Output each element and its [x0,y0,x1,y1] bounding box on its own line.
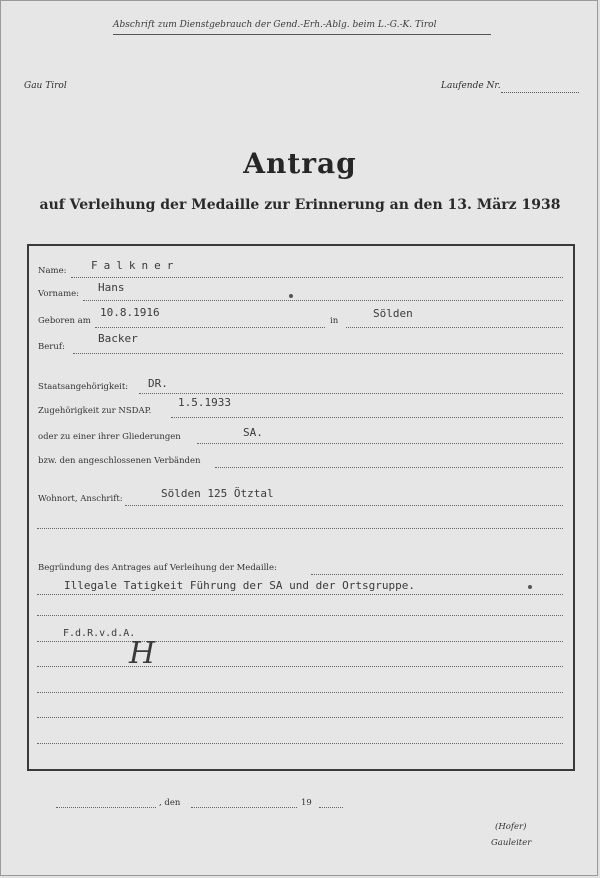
blank-line [37,528,563,529]
blank-line [37,594,563,595]
begruendung-label: Begründung des Antrages auf Verleihung der Medaille: [38,563,277,573]
vorname-value: Hans [98,281,125,294]
gau-label: Gau Tirol [24,81,67,91]
blank-line [37,641,563,642]
ink-dot [528,585,532,589]
begruendung-line [311,574,563,575]
den-label: , den [159,798,181,808]
blank-line [37,692,563,693]
verbaende-line [215,467,563,468]
ink-dot [289,294,293,298]
verbaende-label: bzw. den angeschlossenen Verbänden [38,456,201,466]
handwritten-signature: H [129,636,156,671]
gauleiter-label: Gauleiter [491,838,532,848]
vorname-line [83,300,563,301]
in-label: in [330,316,339,326]
in-value: Sölden [373,307,413,320]
nsdap-line [171,417,563,418]
gliederungen-line [197,443,563,444]
wohnort-label: Wohnort, Anschrift: [38,494,123,504]
blank-line [37,666,563,667]
geboren-value: 10.8.1916 [100,306,160,319]
beruf-line [73,353,563,354]
geboren-line [95,327,325,328]
year-line [319,807,343,808]
geboren-label: Geboren am [38,316,91,326]
date-line [191,807,297,808]
blank-line [37,615,563,616]
gliederungen-label: oder zu einer ihrer Gliederungen [38,432,181,442]
year-label: 19 [301,798,312,808]
place-line [56,807,156,808]
beruf-label: Beruf: [38,342,65,352]
wohnort-line [125,505,563,506]
fdr-abbreviation: F.d.R.v.d.A. [63,628,136,639]
nsdap-label: Zugehörigkeit zur NSDAP. [38,406,152,416]
staat-value: DR. [148,377,168,390]
wohnort-value: Sölden 125 Ötztal [161,487,274,500]
staat-label: Staatsangehörigkeit: [38,382,129,392]
laufende-nr-label: Laufende Nr. [441,81,501,91]
document-subtitle: auf Verleihung der Medaille zur Erinnerung an den 13. März 1938 [39,197,561,213]
in-line [346,327,563,328]
gliederungen-value: SA. [243,426,263,439]
nsdap-value: 1.5.1933 [178,396,231,409]
staat-line [139,393,563,394]
document-title: Antrag [243,147,357,180]
blank-line [37,717,563,718]
name-value: Falkner [91,259,180,272]
laufende-nr-line [501,92,579,93]
beruf-value: Backer [98,332,138,345]
name-line [71,277,563,278]
copy-note: Abschrift zum Dienstgebrauch der Gend.-Erh.-Ablg. beim L.-G.-K. Tirol [113,20,437,30]
begruendung-value: Illegale Tatigkeit Führung der SA und der Ortsgruppe. [64,579,415,592]
name-label: Name: [38,266,67,276]
vorname-label: Vorname: [38,289,80,299]
copy-note-underline [113,34,491,35]
hofer-label: (Hofer) [495,822,527,832]
blank-line [37,743,563,744]
